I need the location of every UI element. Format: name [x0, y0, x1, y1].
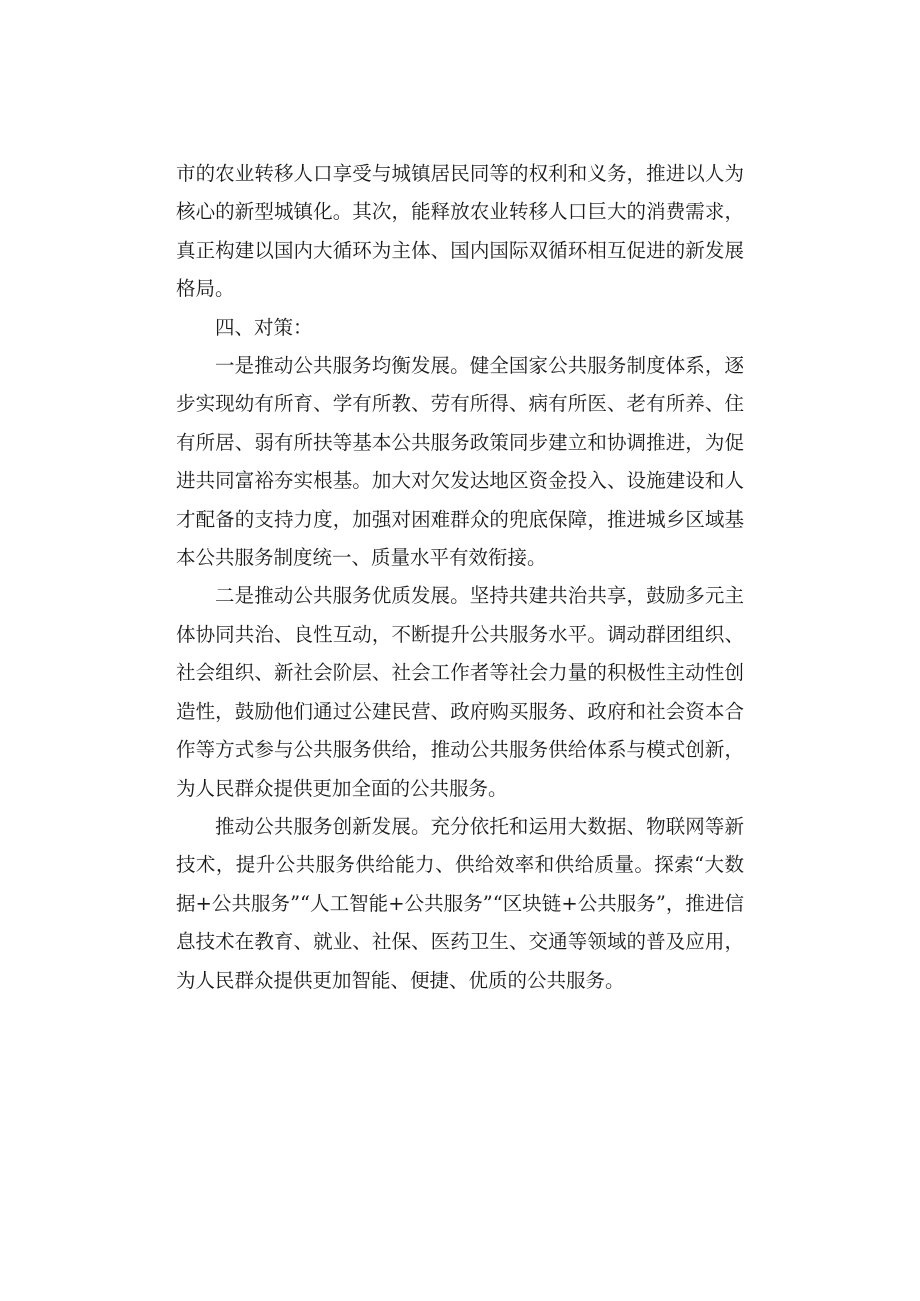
document-body: [176, 155, 744, 1000]
section-heading: 四、对策：: [215, 315, 313, 339]
paragraph-measure-2: 二是推动公共服务优质发展。坚持共建共治共享，鼓励多元主体协同共治、良性互动，不断提升公共服务水平。调动群团组织、社会组织、新社会阶层、社会工作者等社会力量的积极性主动性创造性，鼓励他们通过公建民营、政府购买服务、政府和社会资本合作等方式参与公共服务供给，推动公共服务供给体系与模式创新，为人民群众提供更加全面的公共服务。: [176, 584, 744, 800]
paragraph-continuation: 市的农业转移人口享受与城镇居民同等的权利和义务，推进以人为核心的新型城镇化。其次，能释放农业转移人口巨大的消费需求，真正构建以国内大循环为主体、国内国际双循环相互促进的新发展格局。: [176, 162, 744, 301]
paragraph-measure-3: 推动公共服务创新发展。充分依托和运用大数据、物联网等新技术，提升公共服务供给能力、供给效率和供给质量。探索“大数据+公共服务”“人工智能+公共服务”“区块链+公共服务”，推进信息技术在教育、就业、社保、医药卫生、交通等领域的普及应用，为人民群众提供更加智能、便捷、优质的公共服务。: [176, 814, 744, 992]
paragraph-measure-1: 一是推动公共服务均衡发展。健全国家公共服务制度体系，逐步实现幼有所育、学有所教、劳有所得、病有所医、老有所养、住有所居、弱有所扶等基本公共服务政策同步建立和协调推进，为促进共同富裕夯实根基。加大对欠发达地区资金投入、设施建设和人才配备的支持力度，加强对困难群众的兜底保障，推进城乡区域基本公共服务制度统一、质量水平有效衔接。: [176, 354, 744, 570]
